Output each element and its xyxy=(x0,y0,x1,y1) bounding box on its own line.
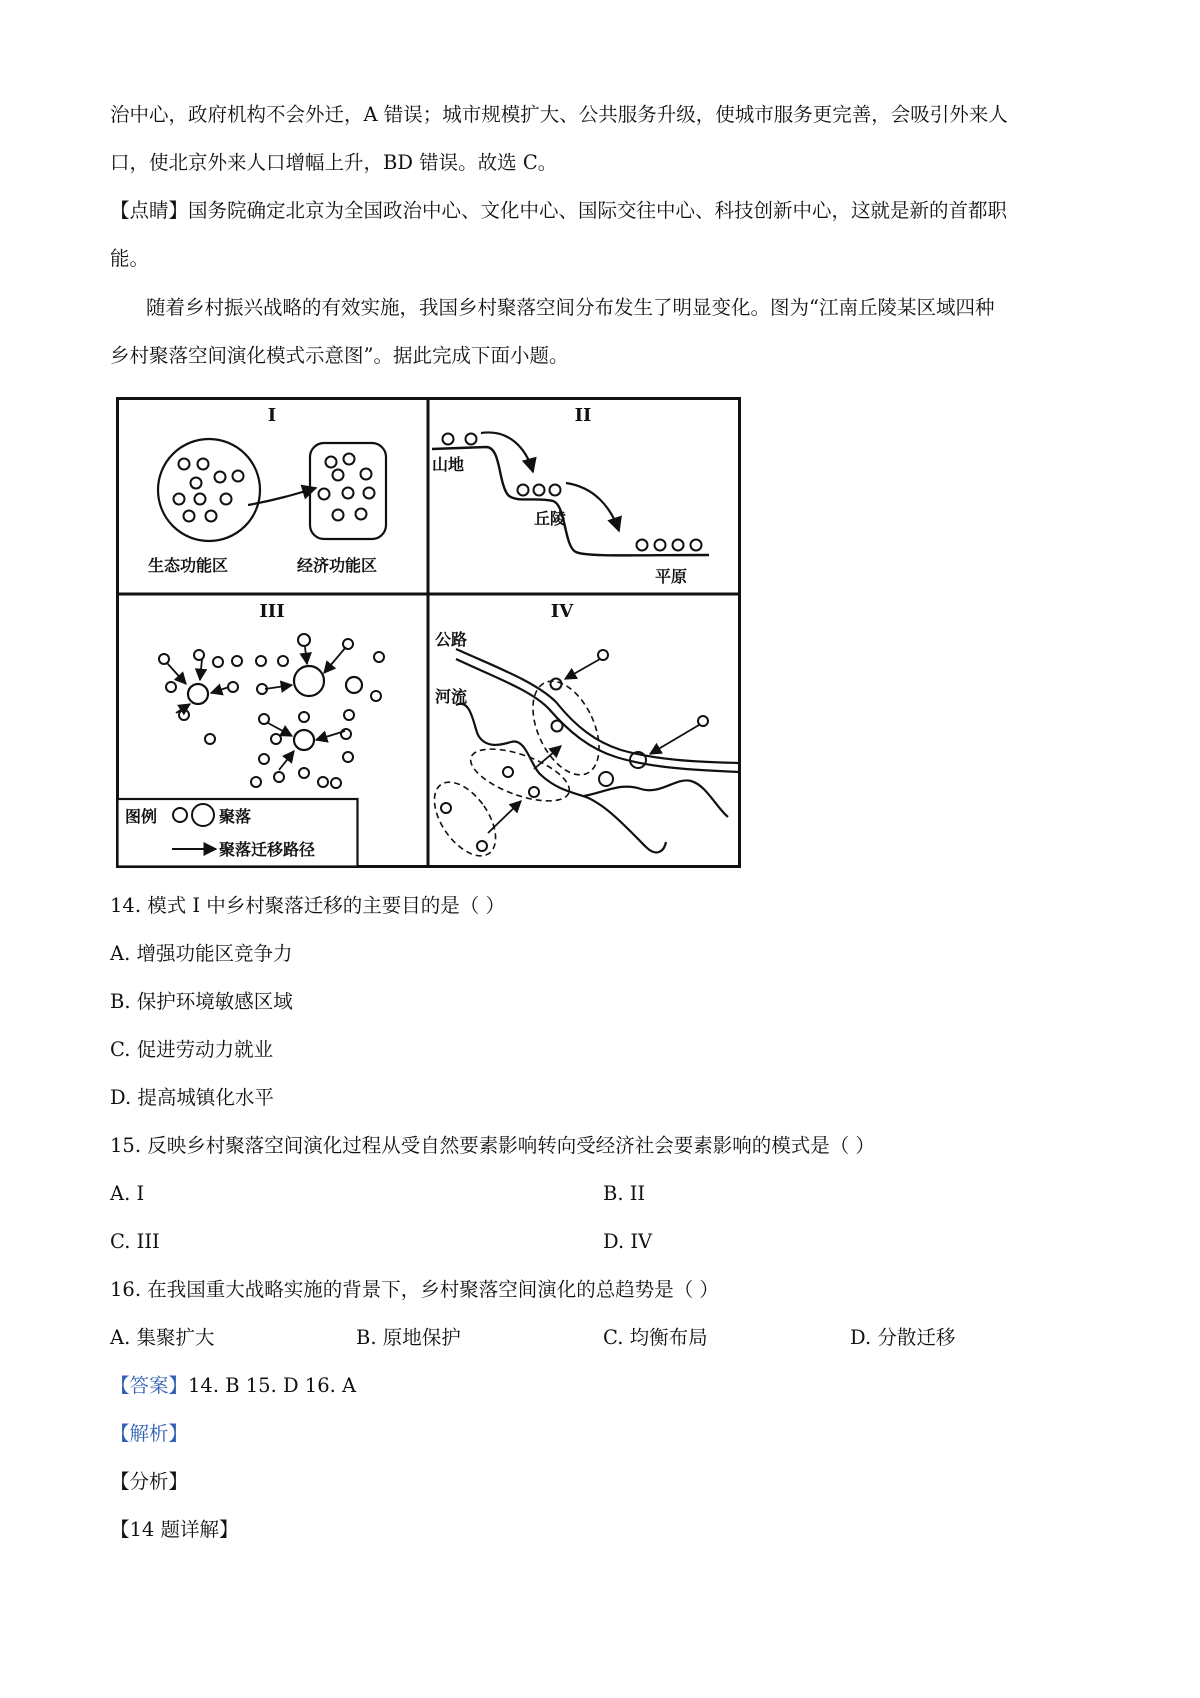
legend xyxy=(118,799,358,867)
legend-title: 图例 xyxy=(125,807,158,826)
question-16-option-d: D. 分散迁移 xyxy=(850,1326,956,1349)
question-14-stem: 14. 模式 I 中乡村聚落迁移的主要目的是（ ） xyxy=(110,894,506,917)
question-15-option-b: B. II xyxy=(603,1182,646,1205)
dianjing-text: 国务院确定北京为全国政治中心、文化中心、国际交往中心、科技创新中心，这就是新的首都职 xyxy=(188,199,1008,222)
question-15-option-c: C. III xyxy=(110,1230,160,1253)
question-14-option-b: B. 保护环境敏感区域 xyxy=(110,990,293,1013)
fenxi-tag: 【分析】 xyxy=(110,1470,189,1493)
question-15-option-a: A. I xyxy=(110,1182,145,1205)
intro-line-2: 乡村聚落空间演化模式示意图”。据此完成下面小题。 xyxy=(110,344,569,367)
legend-path-label: 聚落迁移路径 xyxy=(219,840,316,859)
panel-3-number: III xyxy=(259,601,285,622)
question-16-option-c: C. 均衡布局 xyxy=(603,1326,708,1349)
para-2-line-2: 能。 xyxy=(110,247,150,270)
para-1-line-1: 治中心，政府机构不会外迁，A 错误；城市规模扩大、公共服务升级，使城市服务更完善，会吸引外来人 xyxy=(110,103,1008,126)
question-16-option-b: B. 原地保护 xyxy=(356,1326,461,1349)
analysis-tag: 【解析】 xyxy=(110,1422,189,1445)
detail-14-tag: 【14 题详解】 xyxy=(110,1518,239,1541)
para-2-line-1 xyxy=(110,197,1007,225)
river-label: 河流 xyxy=(435,687,468,706)
economic-zone-label: 经济功能区 xyxy=(297,556,378,575)
question-14-option-c: C. 促进劳动力就业 xyxy=(110,1038,274,1061)
question-16-stem: 16. 在我国重大战略实施的背景下，乡村聚落空间演化的总趋势是（ ） xyxy=(110,1278,719,1301)
question-14-option-d: D. 提高城镇化水平 xyxy=(110,1086,274,1109)
question-16-option-a: A. 集聚扩大 xyxy=(110,1326,215,1349)
answer-text: 14. B 15. D 16. A xyxy=(188,1374,357,1397)
panel-2-number: II xyxy=(574,405,592,426)
hill-label: 丘陵 xyxy=(534,509,567,528)
answer-line xyxy=(110,1372,356,1400)
settlement-evolution-diagram xyxy=(116,397,741,868)
legend-settlement-label: 聚落 xyxy=(219,807,252,826)
plain-label: 平原 xyxy=(655,567,688,586)
question-15-stem: 15. 反映乡村聚落空间演化过程从受自然要素影响转向受经济社会要素影响的模式是（ ） xyxy=(110,1134,875,1157)
intro-line-1: 随着乡村振兴战略的有效实施，我国乡村聚落空间分布发生了明显变化。图为“江南丘陵某区域四种 xyxy=(146,296,995,319)
panel-1-number: I xyxy=(267,405,277,426)
dianjing-tag: 【点睛】 xyxy=(110,199,189,222)
panel-4-number: IV xyxy=(550,601,574,622)
question-15-option-d: D. IV xyxy=(603,1230,653,1253)
ecological-zone-label: 生态功能区 xyxy=(148,556,229,575)
road-label: 公路 xyxy=(435,630,468,649)
answer-tag: 【答案】 xyxy=(110,1374,189,1397)
question-14-option-a: A. 增强功能区竞争力 xyxy=(110,942,293,965)
para-1-line-2: 口，使北京外来人口增幅上升，BD 错误。故选 C。 xyxy=(110,151,558,174)
mountain-label: 山地 xyxy=(432,455,465,474)
